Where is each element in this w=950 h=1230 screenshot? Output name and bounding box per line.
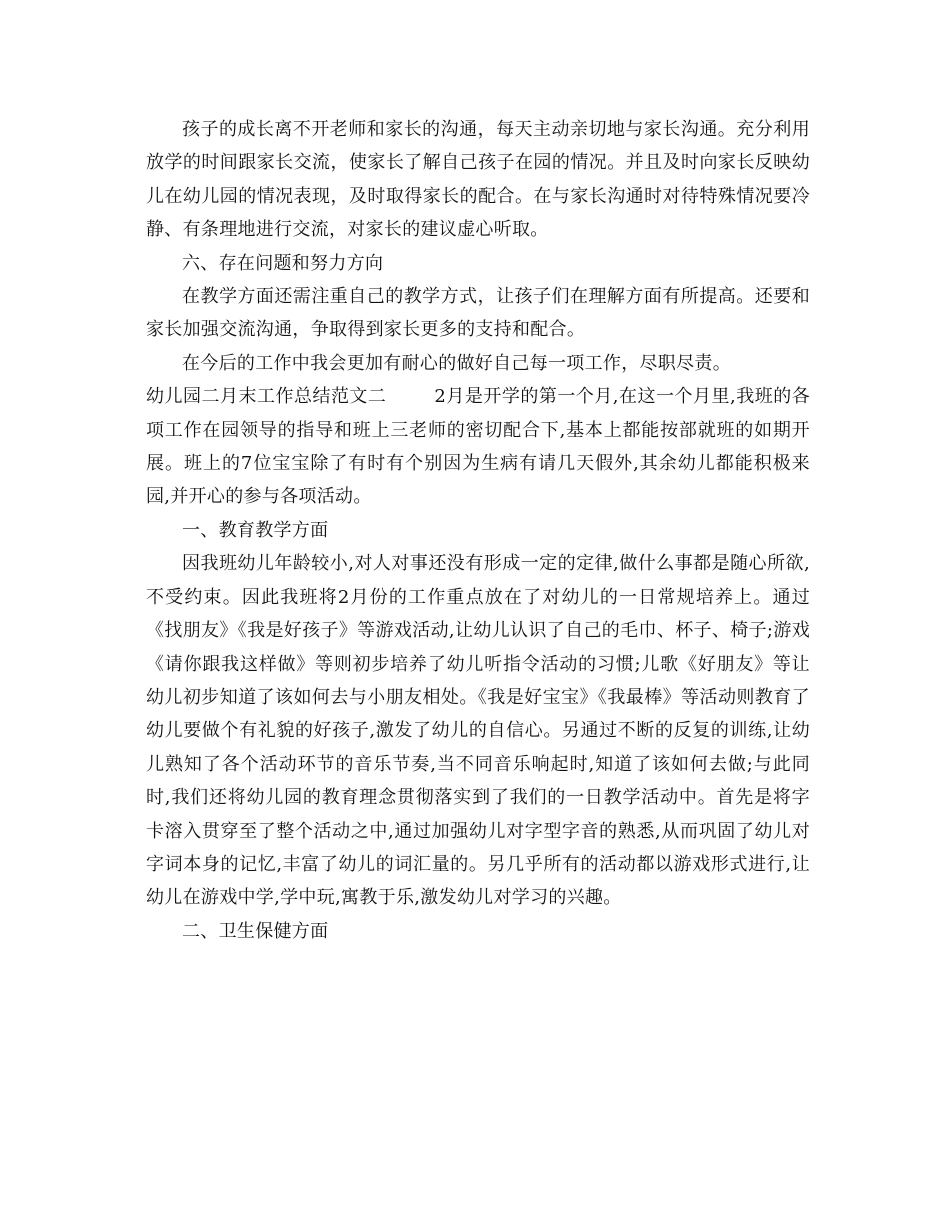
section-title: 幼儿园二月末工作总结范文二 (146, 386, 387, 408)
section-intro-text: 2月是开学的第一个月,在这一个月里,我班的各项工作在园领导的指导和班上三老师的密切配合下,基本上都能按部就班的如期开展。班上的7位宝宝除了有时有个别因为生病有请几天假外,其余幼儿都能积极来园,并开心的参与各项活动。 (146, 386, 810, 508)
document-page (146, 113, 810, 948)
paragraph-teaching-improvement: 在教学方面还需注重自己的教学方式，让孩子们在理解方面有所提高。还要和家长加强交流沟通，争取得到家长更多的支持和配合。 (146, 286, 810, 341)
heading-hygiene-health: 二、卫生保健方面 (182, 920, 329, 942)
paragraph-section-two-intro (146, 380, 810, 514)
paragraph-parent-communication: 孩子的成长离不开老师和家长的沟通，每天主动亲切地与家长沟通。充分利用放学的时间跟家长交流，使家长了解自己孩子在园的情况。并且及时向家长反映幼儿在幼儿园的情况表现，及时取得家长的配合。在与家长沟通时对待特殊情况要冷静、有条理地进行交流，对家长的建议虚心听取。 (146, 119, 810, 241)
heading-education-teaching: 一、教育教学方面 (182, 519, 329, 541)
paragraph-education-teaching: 因我班幼儿年龄较小,对人对事还没有形成一定的定律,做什么事都是随心所欲,不受约束。因此我班将2月份的工作重点放在了对幼儿的一日常规培养上。通过《找朋友》《我是好孩子》等游戏活动,让幼儿认识了自己的毛巾、杯子、椅子;游戏《请你跟我这样做》等则初步培养了幼儿听指令活动的习惯;儿歌《好朋友》等让幼儿初步知道了该如何去与小朋友相处。《我是好宝宝》《我最棒》等活动则教育了幼儿要做个有礼貌的好孩子,激发了幼儿的自信心。另通过不断的反复的训练,让幼儿熟知了各个活动环节的音乐节奏,当不同音乐响起时,知道了该如何去做;与此同时,我们还将幼儿园的教育理念贯彻落实到了我们的一日教学活动中。首先是将字卡溶入贯穿至了整个活动之中,通过加强幼儿对字型字音的熟悉,从而巩固了幼儿对字词本身的记忆,丰富了幼儿的词汇量的。另几乎所有的活动都以游戏形式进行,让幼儿在游戏中学,学中玩,寓教于乐,激发幼儿对学习的兴趣。 (146, 553, 810, 909)
heading-problems-direction: 六、存在问题和努力方向 (182, 252, 384, 274)
paragraph-future-work: 在今后的工作中我会更加有耐心的做好自己每一项工作，尽职尽责。 (182, 352, 731, 374)
